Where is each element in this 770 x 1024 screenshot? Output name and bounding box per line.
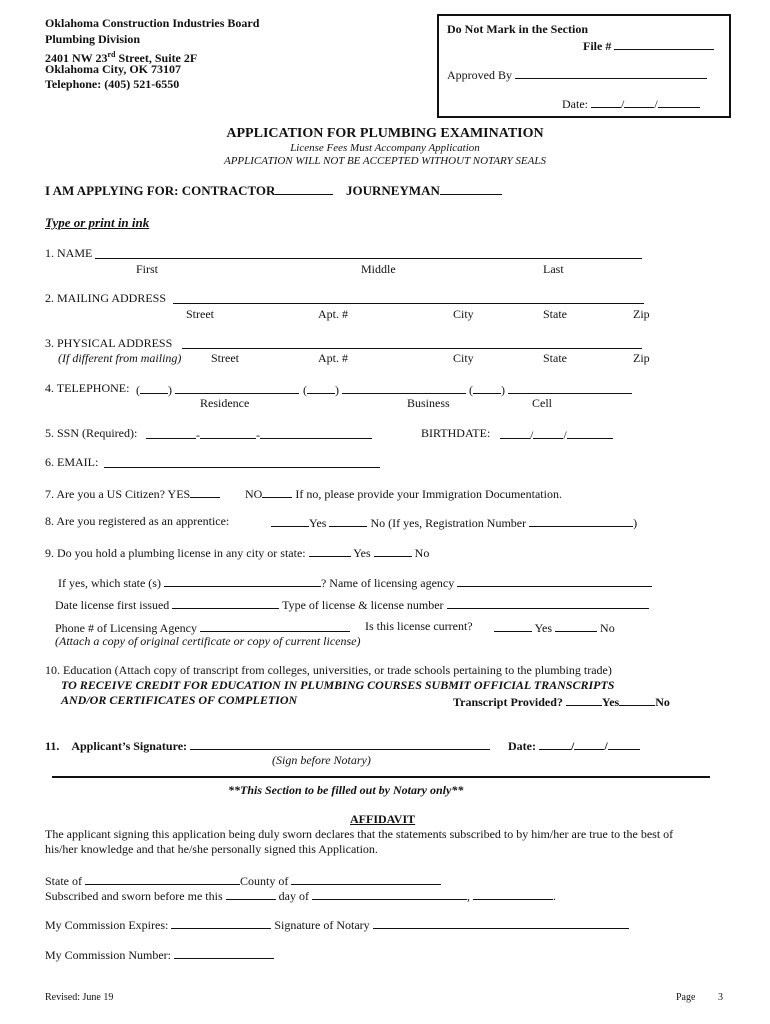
citizen-no-field[interactable] [262,486,292,498]
physical-address-field[interactable] [182,337,642,351]
license-current-label: Is this license current? [365,619,473,633]
apprentice-no-field[interactable] [329,515,367,527]
citizen-no-row: NO If no, please provide your Immigration Documentation. [245,487,562,501]
affidavit-title: AFFIDAVIT [350,812,416,826]
header-division: Plumbing Division [45,32,141,46]
subscribed-year-field[interactable] [473,888,553,900]
journeyman-check-field[interactable] [440,183,502,195]
instruction-text: Type or print in ink [45,215,150,230]
mailing-address-label: 2. MAILING ADDRESS [45,291,167,305]
license-current-no-field[interactable] [555,620,597,632]
physical-state-caption: State [543,351,567,365]
header-org-name: Oklahoma Construction Industries Board [45,16,260,30]
mailing-zip-caption: Zip [633,307,650,321]
form-title: APPLICATION FOR PLUMBING EXAMINATION [226,126,544,141]
revised-date: Revised: June 19 [45,992,114,1003]
attach-license-note: (Attach a copy of original certificate or copy of current license) [55,634,361,648]
license-yes-field[interactable] [309,545,351,557]
apprentice-label: 8. Are you registered as an apprentice: [45,514,230,528]
license-current-yes-field[interactable] [494,620,532,632]
first-issued-row: Date license first issued Type of license & license number [55,597,649,611]
citizen-row: 7. Are you a US Citizen? YES [45,486,220,500]
transcript-yes-field[interactable] [566,694,602,706]
commission-expires-row: My Commission Expires: Signature of Notary [45,917,629,931]
license-no-field[interactable] [374,545,412,557]
signature-date-month[interactable] [539,738,571,750]
notary-only-note: **This Section to be filled out by Notary only** [228,783,464,797]
mailing-street-caption: Street [186,307,214,321]
citizen-yes-field[interactable] [190,486,220,498]
which-state-row: If yes, which state (s) ? Name of licensing agency [58,575,652,589]
mailing-address-field[interactable] [173,292,644,306]
name-field[interactable] [95,247,642,261]
education-certificates-note: AND/OR CERTIFICATES OF COMPLETION [61,693,298,707]
file-number-field[interactable]: File # [583,38,714,52]
subscribed-row: Subscribed and sworn before me this day of , . [45,889,556,903]
sign-before-notary-note: (Sign before Notary) [272,753,371,767]
education-label: 10. Education (Attach copy of transcript from colleges, universities, or trade schools pertaining to the plumbing trade) [45,663,612,677]
name-middle-caption: Middle [361,262,396,276]
physical-zip-caption: Zip [633,351,650,365]
page-label: Page [676,992,696,1003]
name-first-caption: First [136,262,159,276]
physical-city-caption: City [453,351,474,365]
agency-phone-field[interactable] [200,620,350,632]
birthdate-label: BIRTHDATE: [421,426,491,440]
applicant-signature-row: 11. Applicant’s Signature: [45,738,490,752]
education-credit-note: TO RECEIVE CREDIT FOR EDUCATION IN PLUMBING COURSES SUBMIT OFFICIAL TRANSCRIPTS [61,678,615,692]
notary-signature-field[interactable] [373,917,629,929]
office-date-field[interactable]: Date: / / [562,96,700,110]
name-last-caption: Last [543,262,564,276]
telephone-cell-caption: Cell [532,396,552,410]
office-box-title: Do Not Mark in the Section [447,22,588,36]
name-label: 1. NAME [45,246,93,260]
telephone-residence-caption: Residence [200,396,250,410]
state-of-field[interactable] [85,873,240,885]
mailing-city-caption: City [453,307,474,321]
physical-street-caption: Street [211,351,239,365]
mailing-apt-caption: Apt. # [318,307,348,321]
commission-number-row: My Commission Number: [45,947,274,961]
header-street: 2401 NW 23rd Street, Suite 2F [45,50,198,65]
telephone-residence-field[interactable]: ( ) [136,382,299,396]
ssn-label: 5. SSN (Required): [45,426,138,440]
affidavit-text-line2: his/her knowledge and that he/she personally signed this Application. [45,842,378,856]
license-row: 9. Do you hold a plumbing license in any city or state: Yes No [45,546,430,560]
county-of-field[interactable] [291,873,441,885]
form-subtitle-fees: License Fees Must Accompany Application [290,142,480,154]
telephone-business-field[interactable]: ( ) [303,382,466,396]
header-city: Oklahoma City, OK 73107 [45,62,182,76]
applying-for-row: I AM APPLYING FOR: CONTRACTOR [45,183,333,197]
physical-address-note: (If different from mailing) [58,351,182,365]
ssn-field[interactable]: - - [146,427,372,441]
subscribed-day-field[interactable] [226,888,276,900]
telephone-business-caption: Business [407,396,450,410]
commission-expires-field[interactable] [171,917,271,929]
which-state-field[interactable] [164,575,321,587]
licensing-agency-field[interactable] [457,575,652,587]
registration-number-field[interactable] [529,515,633,527]
birthdate-field[interactable]: / / [500,427,613,441]
physical-apt-caption: Apt. # [318,351,348,365]
journeyman-row: JOURNEYMAN [346,183,502,197]
applicant-signature-field[interactable] [190,738,490,750]
transcript-no-field[interactable] [619,694,655,706]
license-type-number-field[interactable] [447,597,649,609]
mailing-state-caption: State [543,307,567,321]
telephone-label: 4. TELEPHONE: [45,381,130,395]
approved-by-field[interactable]: Approved By [447,67,707,81]
signature-date-year[interactable] [608,738,640,750]
email-field[interactable] [104,456,380,470]
email-label: 6. EMAIL: [45,455,99,469]
affidavit-text-line1: The applicant signing this application being duly sworn declares that the statements subscribed to by him/her are true to the best of [45,827,674,841]
phone-agency-row: Phone # of Licensing Agency [55,620,350,634]
page-number: 3 [718,992,723,1003]
notary-divider [52,776,710,778]
form-subtitle-notary: APPLICATION WILL NOT BE ACCEPTED WITHOUT NOTARY SEALS [223,155,546,167]
contractor-check-field[interactable] [275,183,333,195]
physical-address-label: 3. PHYSICAL ADDRESS [45,336,173,350]
signature-date-day[interactable] [574,738,604,750]
header-telephone: Telephone: (405) 521-6550 [45,77,180,91]
transcript-provided-row: Transcript Provided? Yes No [453,695,670,709]
state-county-row: State of County of [45,873,441,887]
first-issued-field[interactable] [172,597,279,609]
telephone-cell-field[interactable]: ( ) [469,382,632,396]
apprentice-row: Yes No (If yes, Registration Number ) [271,515,637,529]
commission-number-field[interactable] [174,947,274,959]
apprentice-yes-field[interactable] [271,515,309,527]
subscribed-month-field[interactable] [312,888,467,900]
license-current-row: Yes No [494,620,615,634]
signature-date-row: Date: / / [508,738,640,752]
